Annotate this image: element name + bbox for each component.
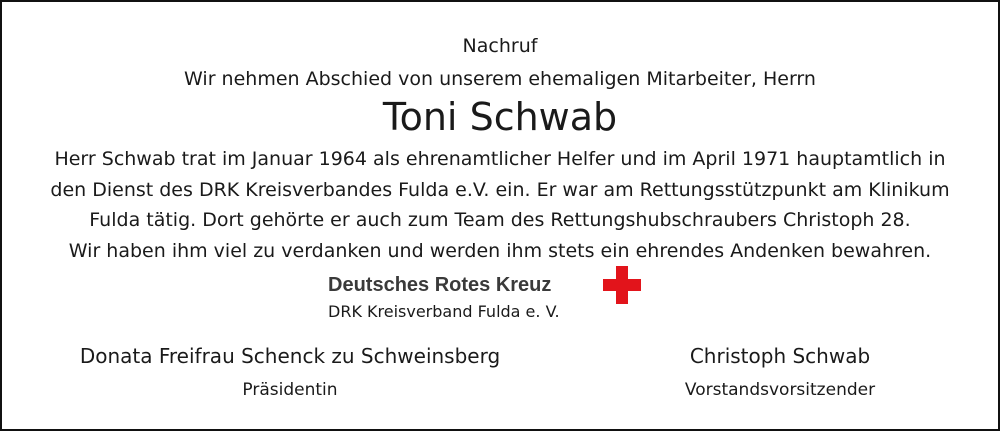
- organization-block: [328, 270, 648, 330]
- body-line: Wir haben ihm viel zu verdanken und werden ihm stets ein ehrendes Andenken bewahren.: [68, 239, 932, 262]
- signatory-role: Präsidentin: [242, 380, 338, 400]
- organization-subtitle: DRK Kreisverband Fulda e. V.: [328, 302, 560, 321]
- notice-intro: Wir nehmen Abschied von unserem ehemaligen Mitarbeiter, Herrn: [184, 68, 816, 90]
- notice-body: [0, 144, 1000, 266]
- organization-name: Deutsches Rotes Kreuz: [328, 274, 552, 296]
- signatory-name: Donata Freifrau Schenck zu Schweinsberg: [79, 344, 501, 368]
- signatory-role: Vorstandsvorsitzender: [684, 380, 876, 400]
- body-line: den Dienst des DRK Kreisverbandes Fulda e.V. ein. Er war am Rettungsstützpunkt am Klinikum: [50, 178, 950, 201]
- signatory-right: [630, 343, 930, 401]
- deceased-name: Toni Schwab: [382, 95, 618, 139]
- notice-heading: Nachruf: [462, 35, 538, 57]
- signatory-name: Christoph Schwab: [689, 344, 871, 368]
- red-cross-icon: [603, 266, 641, 304]
- signatory-left: [30, 343, 550, 401]
- body-line: Fulda tätig. Dort gehörte er auch zum Team des Rettungshubschraubers Christoph 28.: [89, 209, 911, 231]
- body-line: Herr Schwab trat im Januar 1964 als ehrenamtlicher Helfer und im April 1971 hauptamtlich in: [54, 148, 946, 170]
- cross-horizontal: [603, 279, 641, 291]
